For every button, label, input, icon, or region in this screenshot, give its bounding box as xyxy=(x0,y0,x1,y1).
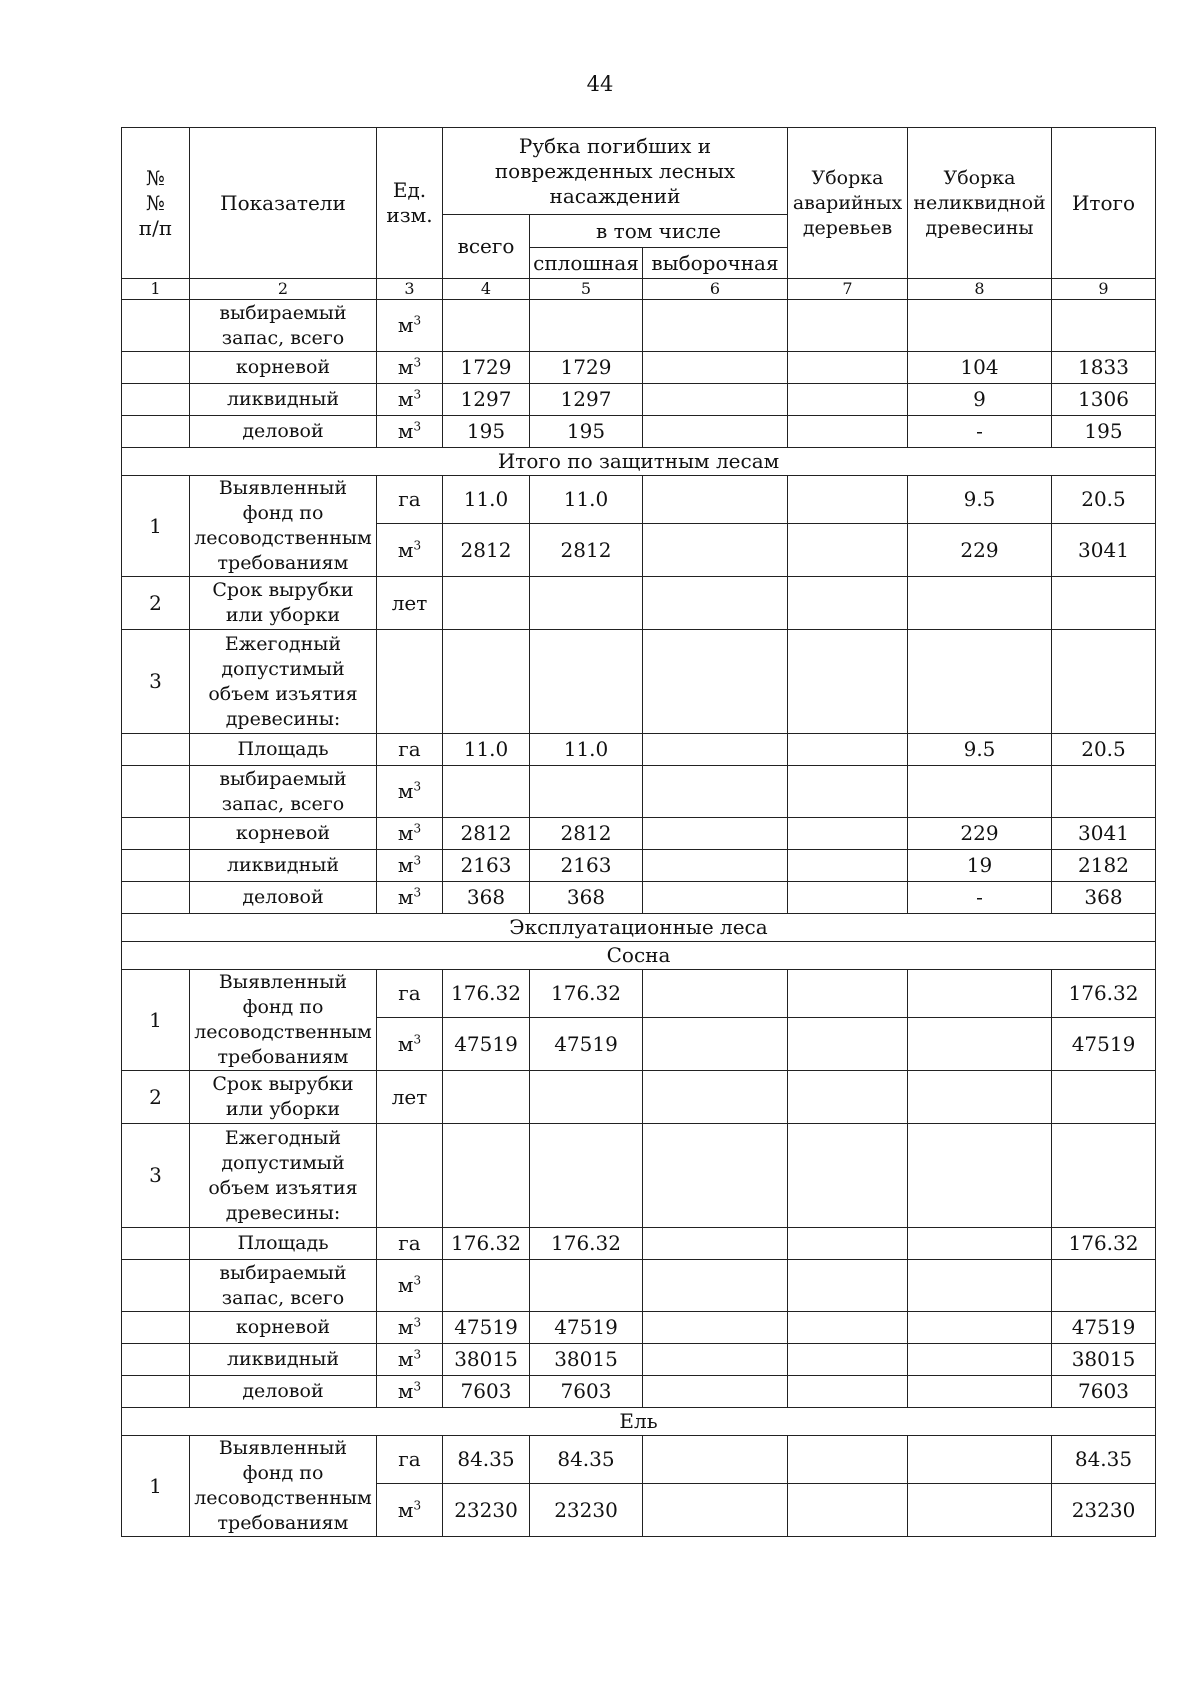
row-label-liquid: ликвидный xyxy=(190,850,377,882)
header-felling: Рубка погибших и поврежденных лесных насаждений xyxy=(443,128,788,215)
table-row: Площадь га 176.32 176.32 176.32 xyxy=(122,1228,1156,1260)
row-label-term: Срок вырубки или уборки xyxy=(190,1071,377,1124)
col-num: 5 xyxy=(530,279,643,300)
unit-cell: лет xyxy=(377,1071,443,1124)
table-row: корневой $м^3$ 47519 47519 47519 xyxy=(122,1312,1156,1344)
col-num: 6 xyxy=(643,279,788,300)
table-row: корневой $м^3$ 2812 2812 229 3041 xyxy=(122,818,1156,850)
table-row: $м^3$ 23230 23230 23230 xyxy=(122,1484,1156,1537)
row-label-annual: Ежегодный допустимый объем изъятия древесины: xyxy=(190,630,377,734)
row-label-fund: Выявленный фонд по лесоводственным требованиям xyxy=(190,1436,377,1537)
row-number: 1 xyxy=(122,1436,190,1537)
table-row: ликвидный $м^3$ 1297 1297 9 1306 xyxy=(122,384,1156,416)
unit-cell: $м^3$ xyxy=(377,1484,443,1537)
section-title-pine: Сосна xyxy=(122,942,1156,970)
unit-cell: га xyxy=(377,1436,443,1484)
row-number: 3 xyxy=(122,630,190,734)
unit-cell: га xyxy=(377,970,443,1018)
unit-cell: $м^3$ xyxy=(377,524,443,577)
table-row: деловой $м^3$ 368 368 - 368 xyxy=(122,882,1156,914)
unit-cell: $м^3$ xyxy=(377,384,443,416)
col-num: 3 xyxy=(377,279,443,300)
col-num: 1 xyxy=(122,279,190,300)
header-including: в том числе xyxy=(530,215,788,248)
section-row xyxy=(122,1408,1156,1436)
row-label-annual: Ежегодный допустимый объем изъятия древесины: xyxy=(190,1124,377,1228)
row-number: 3 xyxy=(122,1124,190,1228)
section-title-exploitation: Эксплуатационные леса xyxy=(122,914,1156,942)
row-label-business: деловой xyxy=(190,416,377,448)
table-row: деловой $м^3$ 195 195 - 195 xyxy=(122,416,1156,448)
col-num: 8 xyxy=(908,279,1052,300)
section-row xyxy=(122,448,1156,476)
header-sum: Итого xyxy=(1052,128,1156,279)
unit-cell: $м^3$ xyxy=(377,1018,443,1071)
unit-cell: га xyxy=(377,1228,443,1260)
header-nonliquid: Уборка неликвидной древесины xyxy=(908,128,1052,279)
row-label-root: корневой xyxy=(190,1312,377,1344)
table-row: $м^3$ 2812 2812 229 3041 xyxy=(122,524,1156,577)
column-numbers-row xyxy=(122,279,1156,300)
table-row xyxy=(122,1071,1156,1124)
unit-cell: га xyxy=(377,734,443,766)
row-label-area: Площадь xyxy=(190,1228,377,1260)
table-row: деловой $м^3$ 7603 7603 7603 xyxy=(122,1376,1156,1408)
row-label-root: корневой xyxy=(190,818,377,850)
col-num: 2 xyxy=(190,279,377,300)
row-number: 2 xyxy=(122,1071,190,1124)
row-label-business: деловой xyxy=(190,882,377,914)
unit-cell: $м^3$ xyxy=(377,850,443,882)
table-row: корневой $м^3$ 1729 1729 104 1833 xyxy=(122,352,1156,384)
row-number: 2 xyxy=(122,577,190,630)
row-number: 1 xyxy=(122,476,190,577)
col-num: 7 xyxy=(788,279,908,300)
table-row: ликвидный $м^3$ 38015 38015 38015 xyxy=(122,1344,1156,1376)
row-label-liquid: ликвидный xyxy=(190,384,377,416)
unit-cell: га xyxy=(377,476,443,524)
col-num: 4 xyxy=(443,279,530,300)
unit-cell: $м^3$ xyxy=(377,300,443,352)
table-row xyxy=(122,630,1156,734)
header-row-1 xyxy=(122,128,1156,215)
row-label-stock: выбираемый запас, всего xyxy=(190,300,377,352)
section-title-protective: Итого по защитным лесам xyxy=(122,448,1156,476)
unit-cell: $м^3$ xyxy=(377,1312,443,1344)
table-row xyxy=(122,300,1156,352)
row-number: 1 xyxy=(122,970,190,1071)
header-total-sub: всего xyxy=(443,215,530,279)
table-row: ликвидный $м^3$ 2163 2163 19 2182 xyxy=(122,850,1156,882)
unit-cell: $м^3$ xyxy=(377,1344,443,1376)
table-row xyxy=(122,577,1156,630)
unit-cell: $м^3$ xyxy=(377,1376,443,1408)
unit-cell: $м^3$ xyxy=(377,1260,443,1312)
table-row xyxy=(122,766,1156,818)
page-number: 44 xyxy=(586,72,614,96)
table-row: 1 Выявленный фонд по лесоводственным требованиям га 176.32 176.32 176.32 xyxy=(122,970,1156,1018)
header-emergency: Уборка аварийных деревьев xyxy=(788,128,908,279)
row-label-stock: выбираемый запас, всего xyxy=(190,1260,377,1312)
unit-cell: $м^3$ xyxy=(377,818,443,850)
table-row xyxy=(122,1260,1156,1312)
row-label-business: деловой xyxy=(190,1376,377,1408)
table-row: Площадь га 11.0 11.0 9.5 20.5 xyxy=(122,734,1156,766)
section-row xyxy=(122,914,1156,942)
table-row: 1 Выявленный фонд по лесоводственным требованиям га 11.0 11.0 9.5 20.5 xyxy=(122,476,1156,524)
header-clear: сплошная xyxy=(530,248,643,279)
table-row: 1 Выявленный фонд по лесоводственным требованиям га 84.35 84.35 84.35 xyxy=(122,1436,1156,1484)
unit-cell: $м^3$ xyxy=(377,766,443,818)
header-no: № № п/п xyxy=(122,128,190,279)
row-label-stock: выбираемый запас, всего xyxy=(190,766,377,818)
col-num: 9 xyxy=(1052,279,1156,300)
unit-cell: $м^3$ xyxy=(377,416,443,448)
row-label-root: корневой xyxy=(190,352,377,384)
row-label-fund: Выявленный фонд по лесоводственным требованиям xyxy=(190,476,377,577)
unit-cell: $м^3$ xyxy=(377,352,443,384)
unit-cell: лет xyxy=(377,577,443,630)
row-label-liquid: ликвидный xyxy=(190,1344,377,1376)
table-row: $м^3$ 47519 47519 47519 xyxy=(122,1018,1156,1071)
row-label-fund: Выявленный фонд по лесоводственным требованиям xyxy=(190,970,377,1071)
unit-cell: $м^3$ xyxy=(377,882,443,914)
section-row xyxy=(122,942,1156,970)
header-selective: выборочная xyxy=(643,248,788,279)
row-label-term: Срок вырубки или уборки xyxy=(190,577,377,630)
header-unit: Ед. изм. xyxy=(377,128,443,279)
header-indicators: Показатели xyxy=(190,128,377,279)
forest-felling-table xyxy=(121,127,1156,1537)
row-label-area: Площадь xyxy=(190,734,377,766)
section-title-spruce: Ель xyxy=(122,1408,1156,1436)
table-row xyxy=(122,1124,1156,1228)
